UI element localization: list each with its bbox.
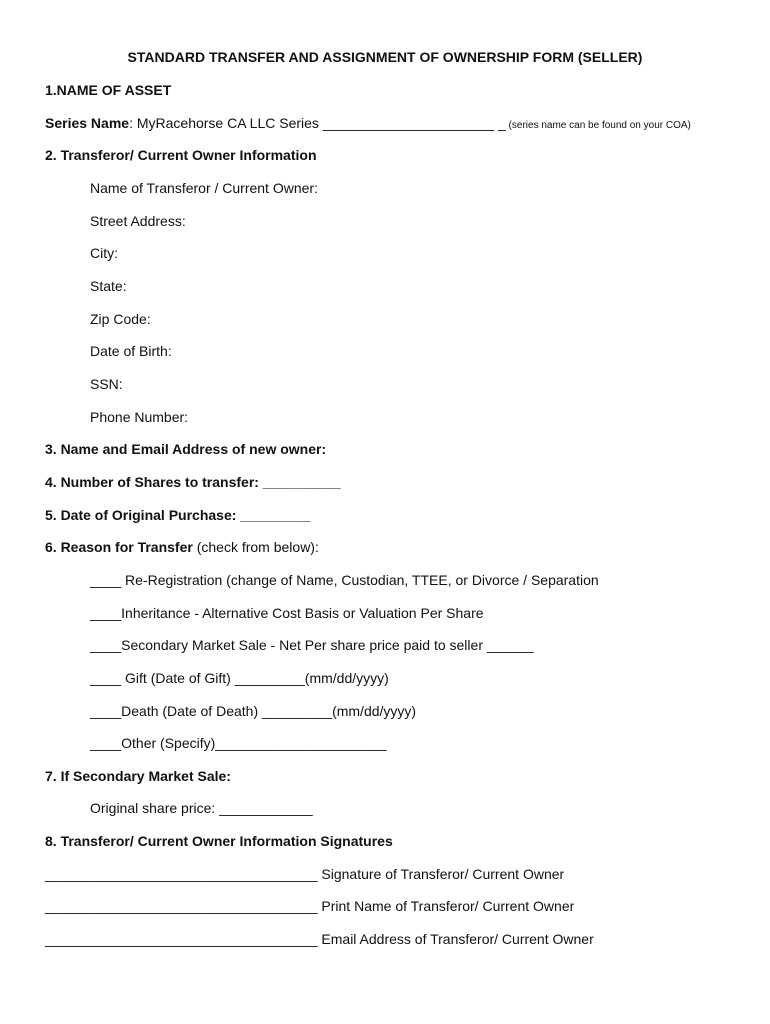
ssn-label: SSN: [90, 376, 123, 392]
section-2-heading: 2. Transferor/ Current Owner Information [45, 147, 317, 163]
form-title: STANDARD TRANSFER AND ASSIGNMENT OF OWNERSHIP FORM (SELLER) [127, 49, 643, 65]
phone-number-label: Phone Number: [90, 409, 189, 425]
series-name-label: Series Name [45, 115, 130, 131]
date-of-birth-label: Date of Birth: [90, 343, 172, 359]
series-name-note: (series name can be found on your COA) [505, 120, 691, 131]
print-name-line: ___________________________________ Print Name of Transferor/ Current Owner [45, 898, 575, 914]
state-label: State: [90, 278, 127, 294]
reason-option-death: ____Death (Date of Death) _________(mm/dd/yyyy) [90, 703, 417, 719]
series-name-value: MyRacehorse CA LLC Series ______________________ _ [132, 115, 506, 131]
series-name-row [45, 114, 691, 135]
series-name-colon: : [129, 115, 133, 131]
transferor-name-label: Name of Transferor / Current Owner: [90, 180, 318, 196]
reason-option-other: ____Other (Specify)______________________ [90, 735, 387, 751]
city-label: City: [90, 245, 118, 261]
section-3-heading: 3. Name and Email Address of new owner: [45, 441, 327, 457]
email-address-line: ___________________________________ Email Address of Transferor/ Current Owner [45, 931, 594, 947]
section-6-heading-suffix: (check from below): [192, 539, 319, 555]
reason-option-secondary-sale: ____Secondary Market Sale - Net Per share price paid to seller ______ [90, 637, 534, 653]
street-address-label: Street Address: [90, 213, 186, 229]
original-share-price-label: Original share price: ____________ [90, 800, 313, 816]
section-6-heading-row [45, 538, 319, 556]
section-5-heading: 5. Date of Original Purchase: _________ [45, 507, 311, 523]
section-6-heading: 6. Reason for Transfer [45, 539, 193, 555]
reason-option-inheritance: ____Inheritance - Alternative Cost Basis or Valuation Per Share [90, 605, 484, 621]
section-4-heading: 4. Number of Shares to transfer: __________ [45, 474, 341, 490]
reason-option-reregistration: ____ Re-Registration (change of Name, Custodian, TTEE, or Divorce / Separation [90, 572, 599, 588]
section-8-heading: 8. Transferor/ Current Owner Information Signatures [45, 833, 393, 849]
section-7-heading: 7. If Secondary Market Sale: [45, 768, 231, 784]
section-1-heading: 1.NAME OF ASSET [45, 82, 172, 98]
signature-line: ___________________________________ Signature of Transferor/ Current Owner [45, 866, 565, 882]
reason-option-gift: ____ Gift (Date of Gift) _________(mm/dd/yyyy) [90, 670, 389, 686]
zip-code-label: Zip Code: [90, 311, 151, 327]
